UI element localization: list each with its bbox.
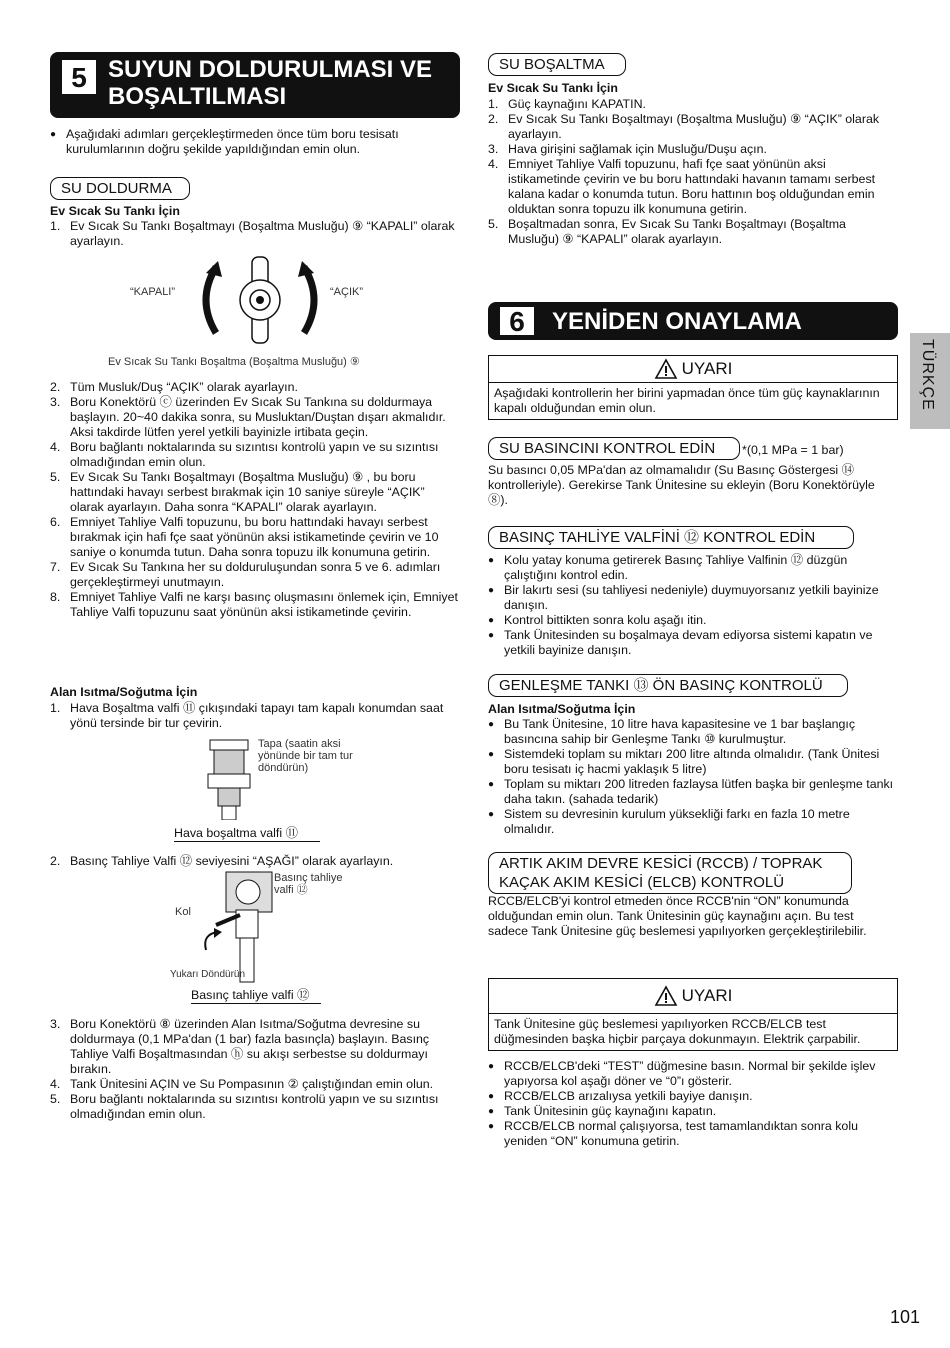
space-heading: Alan Isıtma/Soğutma İçin	[50, 685, 198, 699]
fig2-note: Tapa (saatin aksi yönünde bir tam tur döndürün)	[258, 738, 353, 774]
drain-steps	[488, 97, 890, 247]
warning-box-1	[488, 355, 898, 420]
step-item: 5. Boşaltmadan sonra, Ev Sıcak Su Tankı Boşaltmayı (Boşaltma Musluğu) ⑨ “KAPALI” olarak ayarlayın.	[488, 217, 846, 246]
section-title: YENİDEN ONAYLAMA	[552, 307, 802, 335]
step-item: 4. Boru bağlantı noktalarında su sızıntısı kontrolü yapın ve su sızıntısı olmadığından emin olun.	[50, 440, 439, 469]
fig3-lever-label: Kol	[175, 906, 191, 918]
bullet-item: ● RCCB/ELCB'deki “TEST” düğmesine basın. Normal bir şekilde işlev yapıyorsa kol aşağı döner ve “0”ı gösterir.	[488, 1059, 876, 1088]
steps-d	[50, 854, 460, 869]
expansion-bullets	[488, 717, 894, 837]
fig3-caption: Basınç tahliye valfi ⑫	[191, 988, 321, 1004]
step-item: 1. Güç kaynağını KAPATIN.	[488, 97, 646, 111]
section-number: 6	[498, 305, 536, 337]
step-item: 1. Ev Sıcak Su Tankı Boşaltmayı (Boşaltma Musluğu) ⑨ “KAPALI” olarak ayarlayın.	[50, 219, 455, 248]
bullet-item: ● Tank Ünitesinin güç kaynağını kapatın.	[488, 1104, 717, 1118]
expansion-heading: Alan Isıtma/Soğutma İçin	[488, 702, 636, 716]
step-item: 1. Hava Boşaltma valfi ⑪ çıkışındaki tapayı tam kapalı konumdan saat yönü tersinde bir tur çevirin.	[50, 701, 444, 730]
section-number: 5	[60, 58, 98, 96]
step-item: 3. Boru Konektörü ⑧ üzerinden Alan Isıtma/Soğutma devresine su doldurmaya (0,1 MPa'dan (1 bar) fazla basınçla) başlayın. Basınç Tahliye Valfi Boşaltmasından ⓗ su akışı serbestse su doldurmayı bırakın.	[50, 1017, 430, 1076]
drain-tap-figure	[110, 255, 410, 345]
intro-bullet: ● Aşağıdaki adımları gerçekleştirmeden önce tüm boru tesisatı kurulumlarının doğru şekilde yapıldığından emin olun.	[50, 127, 399, 156]
closed-label: “KAPALI”	[130, 286, 176, 298]
step-item: 2. Tüm Musluk/Duş “AÇIK” olarak ayarlayın.	[50, 380, 298, 394]
prv-label: BASINÇ TAHLİYE VALFİNİ ⑫ KONTROL EDİN	[488, 526, 854, 549]
fill-label: SU DOLDURMA	[50, 177, 190, 200]
warning-label: UYARI	[681, 986, 733, 1005]
warning-box-2	[488, 978, 898, 1051]
language-tab	[910, 333, 950, 429]
bullet-item: ● Kontrol bittikten sonra kolu aşağı itin.	[488, 613, 707, 627]
prv-bullets	[488, 553, 894, 658]
bullet-item: ● Sistemdeki toplam su miktarı 200 litre altında olmalıdır. (Tank Ünitesi boru tesisatı iç hacmi yaklaşık 5 litre)	[488, 747, 880, 776]
steps-e	[50, 1017, 460, 1122]
warning-text: Tank Ünitesine güç beslemesi yapılıyorken RCCB/ELCB test düğmesinden başka hiçbir parçaya dokunmayın. Elektrik çarpabilir.	[494, 1017, 861, 1046]
steps-c	[50, 701, 460, 731]
section-title: SUYUN DOLDURULMASI VE BOŞALTILMASI	[108, 56, 433, 110]
step-item: 6. Emniyet Tahliye Valfi topuzunu, bu boru hattındaki havayı serbest bırakmak için hafi fçe saat yönünün aksi istikametinde çevirin ve 10 saniye o konumda tutun. Daha sonra topuzu ilk konumuna getirin.	[50, 515, 439, 559]
hot-tank-heading: Ev Sıcak Su Tankı İçin	[50, 204, 180, 218]
drain-heading: Ev Sıcak Su Tankı İçin	[488, 81, 618, 95]
fig3-up-label: Yukarı Döndürün	[170, 969, 246, 980]
rccb-label: ARTIK AKIM DEVRE KESİCİ (RCCB) / TOPRAK KAÇAK AKIM KESİCİ (ELCB) KONTROLÜ	[488, 852, 852, 894]
pressure-text: Su basıncı 0,05 MPa'dan az olmamalıdır (Su Basınç Göstergesi ⑭ kontrolleriyle). Gerekirse Tank Ünitesine su ekleyin (Boru Konektörüyle ⑧).	[488, 463, 875, 507]
pressure-note: *(0,1 MPa = 1 bar)	[742, 443, 844, 457]
steps-a	[50, 219, 460, 249]
step-item: 7. Ev Sıcak Su Tankına her su dolduruluşundan sonra 5 ve 6. adımları gerçekleştirmeyi unutmayın.	[50, 560, 441, 589]
fig3-valve-label: Basınç tahliye valfi ⑫	[274, 872, 343, 896]
step-item: 8. Emniyet Tahliye Valfi ne karşı basınç oluşmasını önlemek için, Emniyet Tahliye Valfi topuzunu saat yönünün aksi istikametinde çevirin.	[50, 590, 458, 619]
bullet-item: ● RCCB/ELCB normal çalışıyorsa, test tamamlandıktan sonra kolu yeniden “ON” konumuna getirin.	[488, 1119, 858, 1148]
bullet-item: ● Tank Ünitesinden su boşalmaya devam ediyorsa sistemi kapatın ve yetkili bayinize danışın.	[488, 628, 873, 657]
language-tab-label: TÜRKÇE	[919, 339, 936, 411]
drain-label: SU BOŞALTMA	[488, 53, 626, 76]
page-number: 101	[890, 1307, 921, 1327]
bullet-item: ● Kolu yatay konuma getirerek Basınç Tahliye Valfinin ⑫ düzgün çalıştığını kontrol edin.	[488, 553, 848, 582]
open-label: “AÇIK”	[330, 286, 363, 298]
bullet-item: ● Toplam su miktarı 200 litreden fazlaysa lütfen başka bir genleşme tankı daha takın. (sahada tedarik)	[488, 777, 894, 806]
warning-icon	[654, 358, 678, 380]
step-item: 2. Basınç Tahliye Valfi ⑫ seviyesini “AŞAĞI” olarak ayarlayın.	[50, 854, 394, 868]
step-item: 3. Hava girişini sağlamak için Musluğu/Duşu açın.	[488, 142, 767, 156]
step-item: 2. Ev Sıcak Su Tankı Boşaltmayı (Boşaltma Musluğu) ⑨ “AÇIK” olarak ayarlayın.	[488, 112, 880, 141]
steps-b	[50, 380, 460, 620]
rccb-bullets	[488, 1059, 894, 1149]
warning-text: Aşağıdaki kontrollerin her birini yapmadan önce tüm güç kaynaklarının kapalı olduğundan emin olun.	[494, 386, 880, 415]
drain-tap-icon	[190, 255, 330, 345]
step-item: 4. Tank Ünitesini AÇIN ve Su Pompasının ② çalıştığından emin olun.	[50, 1077, 434, 1091]
step-item: 5. Boru bağlantı noktalarında su sızıntısı kontrolü yapın ve su sızıntısı olmadığından emin olun.	[50, 1092, 439, 1121]
air-purge-valve-icon	[200, 738, 260, 820]
bullet-item: ● Sistem su devresinin kurulum yüksekliği farkı en fazla 10 metre olmalıdır.	[488, 807, 850, 836]
warning-icon	[654, 985, 678, 1007]
expansion-label: GENLEŞME TANKI ⑬ ÖN BASINÇ KONTROLÜ	[488, 674, 848, 697]
bullet-item: ● Bir lakırtı sesi (su tahliyesi nedeniyle) duymuyorsanız yetkili bayinize danışın.	[488, 583, 879, 612]
fig2-caption: Hava boşaltma valfi ⑪	[174, 826, 320, 842]
step-item: 4. Emniyet Tahliye Valfi topuzunu, hafi fçe saat yönünün aksi istikametinde çevirin ve bu boru hattındaki havanın tamamı serbest kalana kadar o konumda tutun. Boru hattının boş olduğundan emin olduktan sonra topuzu ilk konumuna getirin.	[488, 157, 876, 216]
step-item: 5. Ev Sıcak Su Tankı Boşaltmayı (Boşaltma Musluğu) ⑨ , bu boru hattındaki havayı serbest bırakmak için 10 saniye süreyle “AÇIK” olarak ayarlayın. Daha sonra “KAPALI” olarak ayarlayın.	[50, 470, 425, 514]
rccb-text: RCCB/ELCB'yi kontrol etmeden önce RCCB'nin “ON” konumunda olduğundan emin olun. Tank Ünitesinin güç kaynağını açın. Bu test sadece Tank Ünitesine güç beslemesi yapılıyorken gerçekleştirilebilir.	[488, 894, 867, 938]
section-5-banner	[50, 52, 460, 118]
bullet-item: ● Bu Tank Ünitesine, 10 litre hava kapasitesine ve 1 bar başlangıç basıncına sahip bir Genleşme Tankı ⑩ kurulmuştur.	[488, 717, 856, 746]
section-6-banner	[488, 302, 898, 340]
fig1-caption: Ev Sıcak Su Tankı Boşaltma (Boşaltma Musluğu) ⑨	[108, 356, 360, 368]
warning-label: UYARI	[681, 359, 733, 378]
step-item: 3. Boru Konektörü ⓒ üzerinden Ev Sıcak Su Tankına su doldurmaya başlayın. 20~40 dakika sonra, su Musluktan/Duştan dışarı akmalıdır. Aksi takdirde lütfen yerel yetkili bayinizle irtibata geçin.	[50, 395, 446, 439]
pressure-label: SU BASINCINI KONTROL EDİN	[488, 437, 740, 460]
bullet-item: ● RCCB/ELCB arızalıysa yetkili bayiye danışın.	[488, 1089, 753, 1103]
